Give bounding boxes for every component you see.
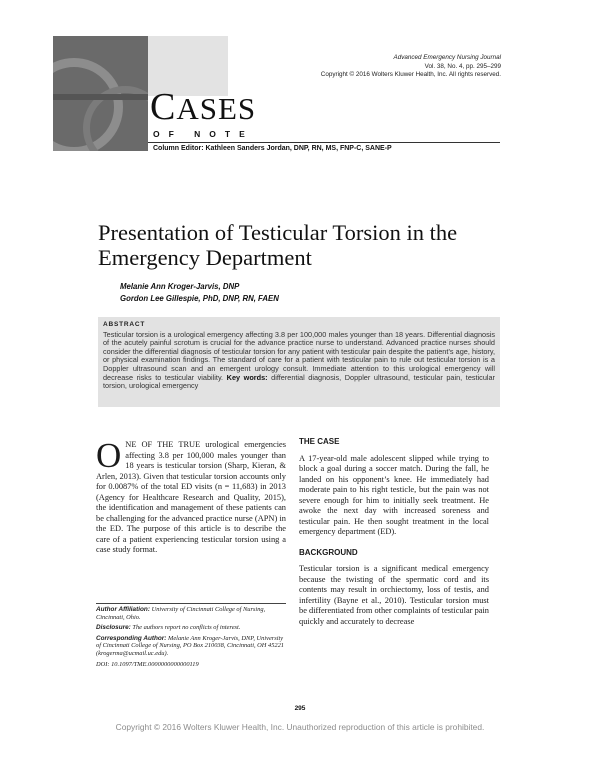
article-title: Presentation of Testicular Torsion in the Emergency Department (98, 220, 458, 270)
logo-bar (53, 94, 148, 100)
column-subtitle-text: OF NOTE (153, 129, 254, 139)
keywords-label: Key words: (226, 372, 268, 382)
journal-name: Advanced Emergency Nursing Journal (393, 54, 501, 61)
corresponding-text: Melanie Ann Kroger-Jarvis, DNP, University of Cincinnati College of Nursing, PO Box 210038, Cincinnati, OH 45221 (krogerma@ucmail.uc.edu). (96, 634, 284, 657)
case-text: A 17-year-old male adolescent slipped while trying to block a goal during a soccer match. During the fall, he landed on his opponent’s knee. He immediately had moderate pain to his right testicle, but the pain was not severe enough for him to initially seek treatment. He awoke the next day with increased soreness and testicular pain. He then sought treatment in the local emergency department (ED). (299, 453, 489, 536)
drop-cap: O (96, 436, 122, 475)
column-editor: Column Editor: Kathleen Sanders Jordan, DNP, RN, MS, FNP-C, SANE-P (153, 145, 392, 152)
background-text: Testicular torsion is a significant medical emergency because the twisting of the spermatic cord and its contents may result in orchiectomy, loss of testis, and infertility (Bayne et al., 2010). Testicular torsion must be differentiated from other complaints of testicular pain quickly and accurately to decrease (299, 564, 489, 626)
journal-copyright: Copyright © 2016 Wolters Kluwer Health, Inc. All rights reserved. (320, 71, 501, 79)
footer-copyright: Copyright © 2016 Wolters Kluwer Health, Inc. Unauthorized reproduction of this article is prohibited. (115, 722, 485, 732)
abstract-heading: ABSTRACT (103, 321, 146, 328)
corresponding-label: Corresponding Author: (96, 634, 167, 642)
author-list (120, 281, 279, 305)
disclosure-text: The authors report no conflicts of interest. (132, 624, 241, 632)
abstract-text: Testicular torsion is a urological emergency affecting 3.8 per 100,000 males younger than 18 years. Differential diagnosis of the acutely painful scrotum is crucial for the advance practice nurse to understand. Advanced practice nurses should consider the differential diagnosis of testicular torsion for any patient with testicular pain despite the patient’s age, history, or physical examination findings. The standard of care for a patient with testicular pain to rule out testicular torsion is a Doppler ultrasound scan and an emergent urology consult. Immediate attention to this urological emergency will decrease risks to testicular viability. (103, 329, 495, 382)
author-2: Gordon Lee Gillespie, PhD, DNP, RN, FAEN (120, 294, 279, 303)
disclosure-label: Disclosure: (96, 624, 131, 632)
affiliation-label: Author Affiliation: (96, 606, 150, 613)
right-column (299, 437, 489, 637)
header-rule (148, 142, 500, 143)
journal-info (321, 54, 501, 80)
page-number: 295 (294, 705, 306, 712)
abstract-box (98, 317, 500, 407)
column-title (150, 86, 257, 128)
intro-lead: NE OF THE TRUE (125, 440, 201, 449)
background-heading: BACKGROUND (299, 547, 358, 557)
doi: DOI: 10.1097/TME.0000000000000119 (96, 660, 199, 668)
journal-volume: Vol. 38, No. 4, pp. 295–299 (424, 62, 501, 70)
case-heading: THE CASE (299, 437, 340, 446)
affiliation-text: University of Cincinnati College of Nursing, Cincinnati, Ohio. (96, 606, 266, 621)
column-title-rest: ASES (176, 91, 257, 126)
intro-text: urological emergencies affecting 3.8 per 100,000 males younger than 18 years is testicular torsion (Sharp, Kieran, & Arlen, 2013). Given that testicular torsion accounts only for 0.0087% of the total ED visits (n = 11,683) in 2013 (Agency for Healthcare Research and Quality, 2015), the identification and management of these patients can be challenging for the advanced practice nurse (APN) in the ED. The purpose of this article is to describe the care of a patient experiencing testicular torsion using a case study format. (96, 440, 287, 554)
keywords-text: differential diagnosis, Doppler ultrasound, testicular pain, testicular torsion, urological emergency (103, 372, 495, 391)
author-footnotes (96, 603, 286, 671)
left-column (96, 436, 287, 556)
column-subtitle (153, 129, 254, 139)
column-title-initial: C (150, 86, 177, 128)
author-1: Melanie Ann Kroger-Jarvis, DNP (120, 282, 240, 291)
column-logo-graphic (53, 36, 148, 151)
